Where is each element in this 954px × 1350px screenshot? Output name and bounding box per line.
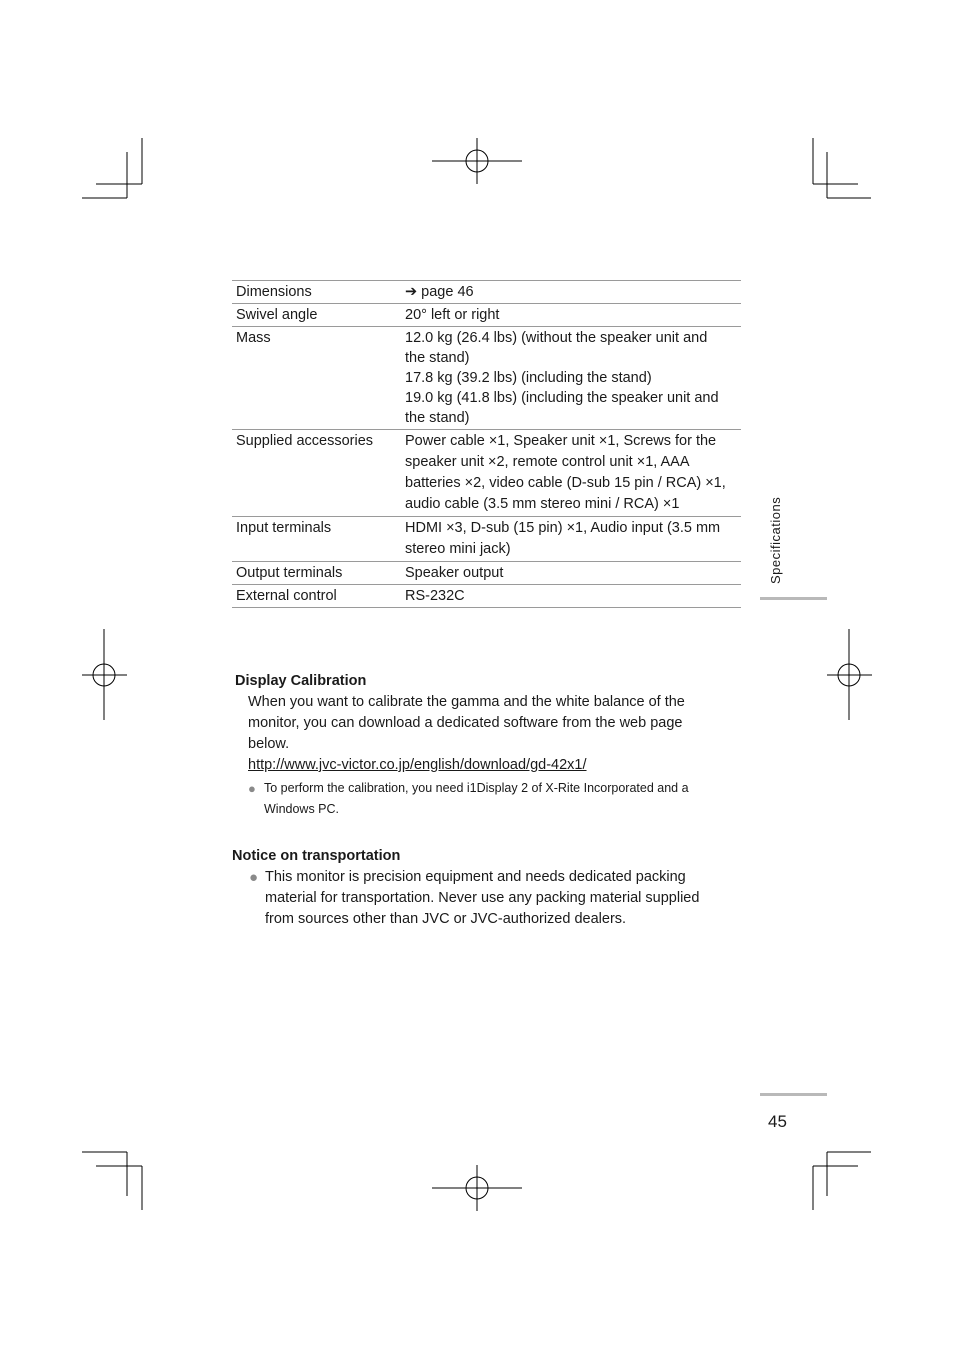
calibration-note bbox=[248, 778, 735, 820]
registration-mark-right bbox=[827, 629, 872, 720]
section-heading: Notice on transportation bbox=[232, 848, 401, 864]
spec-value bbox=[397, 585, 741, 608]
spec-value bbox=[397, 327, 741, 430]
registration-mark-bottom bbox=[432, 1165, 522, 1211]
download-link[interactable]: http://www.jvc-victor.co.jp/english/download/gd-42x1/ bbox=[248, 757, 587, 773]
spec-value-line: 17.8 kg (39.2 lbs) (including the stand) bbox=[405, 370, 652, 386]
spec-label: Dimensions bbox=[232, 281, 397, 304]
bullet-icon: ● bbox=[248, 781, 256, 796]
note-line: from sources other than JVC or JVC-authorized dealers. bbox=[265, 911, 627, 927]
spec-label: Mass bbox=[232, 327, 397, 430]
spec-value-line: Speaker output bbox=[405, 565, 504, 581]
note-line: material for transportation. Never use any packing material supplied bbox=[265, 890, 700, 906]
spec-label: Supplied accessories bbox=[232, 430, 397, 517]
crop-mark-top-left bbox=[82, 138, 142, 198]
paragraph-line: below. bbox=[248, 736, 290, 752]
note-text bbox=[265, 867, 699, 930]
table-row bbox=[232, 304, 741, 327]
spec-value-line: ➔ page 46 bbox=[405, 284, 474, 300]
spec-value-line: RS-232C bbox=[405, 588, 465, 604]
spec-value-line: HDMI ×3, D-sub (15 pin) ×1, Audio input (3.5 mm bbox=[405, 520, 721, 536]
page-number-bar bbox=[760, 1093, 827, 1096]
section-tab-bar bbox=[760, 597, 827, 600]
table-row bbox=[232, 562, 741, 585]
table-row bbox=[232, 585, 741, 608]
note-line: This monitor is precision equipment and needs dedicated packing bbox=[265, 869, 686, 885]
spec-value-line: 19.0 kg (41.8 lbs) (including the speaker unit and bbox=[405, 390, 719, 406]
spec-value-line: audio cable (3.5 mm stereo mini / RCA) ×1 bbox=[405, 496, 680, 512]
spec-value-line: 20° left or right bbox=[405, 307, 500, 323]
paragraph-line: When you want to calibrate the gamma and the white balance of the bbox=[248, 694, 685, 710]
crop-mark-bottom-left bbox=[82, 1152, 142, 1210]
spec-value-line: the stand) bbox=[405, 410, 470, 426]
paragraph-line: monitor, you can download a dedicated software from the web page bbox=[248, 715, 683, 731]
table-row bbox=[232, 281, 741, 304]
section-heading: Display Calibration bbox=[235, 673, 367, 689]
spec-value bbox=[397, 517, 741, 562]
section-body bbox=[248, 692, 735, 820]
note-line: Windows PC. bbox=[264, 802, 340, 816]
spec-value-line: speaker unit ×2, remote control unit ×1, AAA bbox=[405, 454, 690, 470]
spec-value-line: the stand) bbox=[405, 350, 470, 366]
spec-value bbox=[397, 562, 741, 585]
transport-note bbox=[249, 867, 732, 930]
spec-label: External control bbox=[232, 585, 397, 608]
spec-value bbox=[397, 304, 741, 327]
display-calibration-section bbox=[235, 671, 735, 820]
specifications-table bbox=[232, 280, 741, 608]
table-row bbox=[232, 430, 741, 517]
spec-value-line: stereo mini jack) bbox=[405, 541, 511, 557]
section-tab-label: Specifications bbox=[768, 496, 783, 584]
registration-mark-top bbox=[432, 138, 522, 184]
bullet-icon: ● bbox=[249, 869, 259, 886]
section-tab bbox=[760, 480, 827, 600]
spec-label: Output terminals bbox=[232, 562, 397, 585]
spec-value-line: 12.0 kg (26.4 lbs) (without the speaker unit and bbox=[405, 330, 708, 346]
crop-mark-top-right bbox=[813, 138, 871, 198]
spec-value bbox=[397, 430, 741, 517]
spec-label: Swivel angle bbox=[232, 304, 397, 327]
table-row bbox=[232, 517, 741, 562]
spec-value bbox=[397, 281, 741, 304]
note-line: To perform the calibration, you need i1Display 2 of X-Rite Incorporated and a bbox=[264, 781, 689, 795]
note-text bbox=[264, 778, 689, 820]
table-row bbox=[232, 327, 741, 430]
crop-mark-bottom-right bbox=[813, 1152, 871, 1210]
transportation-notice-section bbox=[232, 846, 732, 930]
spec-value-line: batteries ×2, video cable (D-sub 15 pin / RCA) ×1, bbox=[405, 475, 726, 491]
spec-label: Input terminals bbox=[232, 517, 397, 562]
registration-mark-left bbox=[82, 629, 127, 720]
spec-value-line: Power cable ×1, Speaker unit ×1, Screws for the bbox=[405, 433, 717, 449]
page-number: 45 bbox=[768, 1112, 787, 1131]
